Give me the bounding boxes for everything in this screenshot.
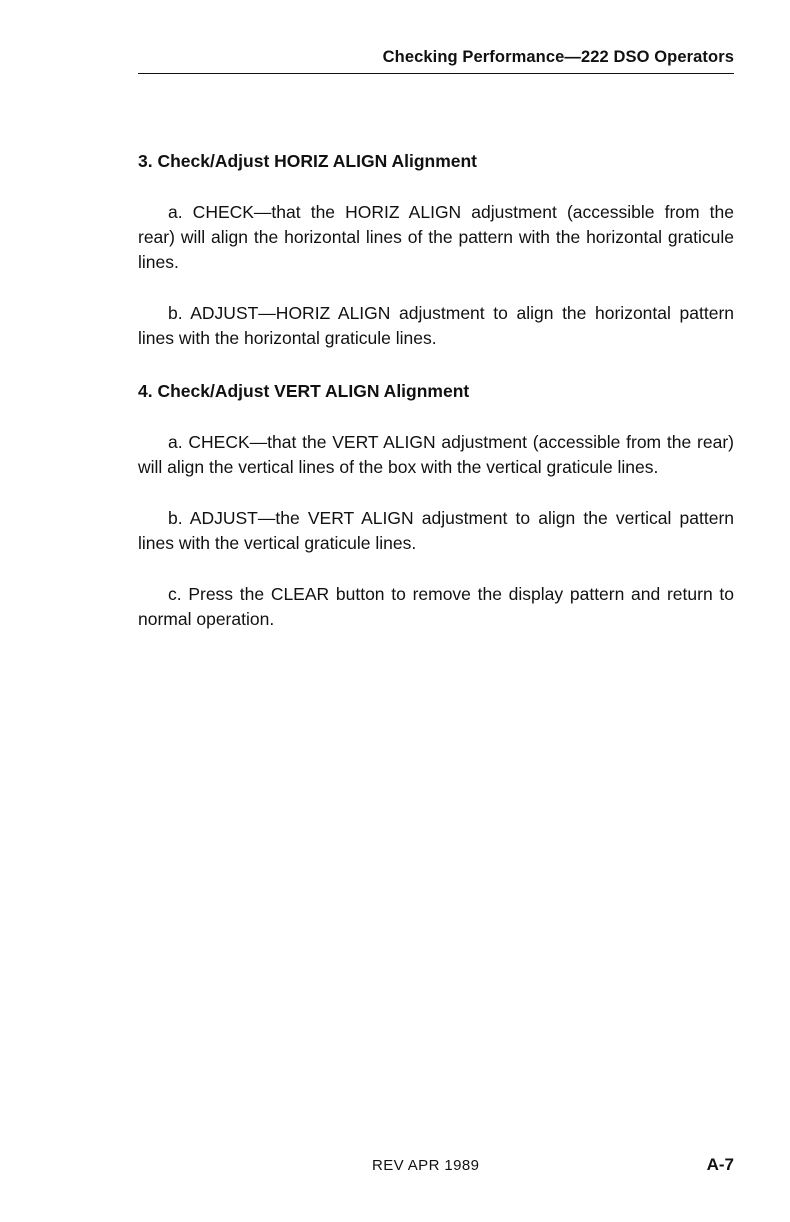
- section-heading: 3. Check/Adjust HORIZ ALIGN Alignment: [138, 151, 478, 171]
- paragraph-4c: c. Press the CLEAR button to remove the display pattern and return to normal operation.: [138, 584, 734, 629]
- paragraph-3b: b. ADJUST—HORIZ ALIGN adjustment to align the horizontal pattern lines with the horizontal graticule lines.: [138, 303, 734, 348]
- page-number: A-7: [706, 1155, 734, 1174]
- section-3: [138, 149, 734, 351]
- running-head-title: Checking Performance—222 DSO Operators: [382, 48, 734, 66]
- paragraph-4b: b. ADJUST—the VERT ALIGN adjustment to align the vertical pattern lines with the vertical graticule lines.: [138, 508, 734, 553]
- header-rule: [138, 73, 734, 74]
- section-4: [138, 379, 734, 632]
- revision-date: REV APR 1989: [372, 1157, 480, 1174]
- page-content: [138, 149, 734, 632]
- paragraph-3a: a. CHECK—that the HORIZ ALIGN adjustment (accessible from the rear) will align the horizontal lines of the pattern with the horizontal graticule lines.: [138, 202, 734, 272]
- paragraph-4a: a. CHECK—that the VERT ALIGN adjustment (accessible from the rear) will align the vertical lines of the box with the vertical graticule lines.: [138, 432, 734, 477]
- section-heading: 4. Check/Adjust VERT ALIGN Alignment: [138, 381, 470, 401]
